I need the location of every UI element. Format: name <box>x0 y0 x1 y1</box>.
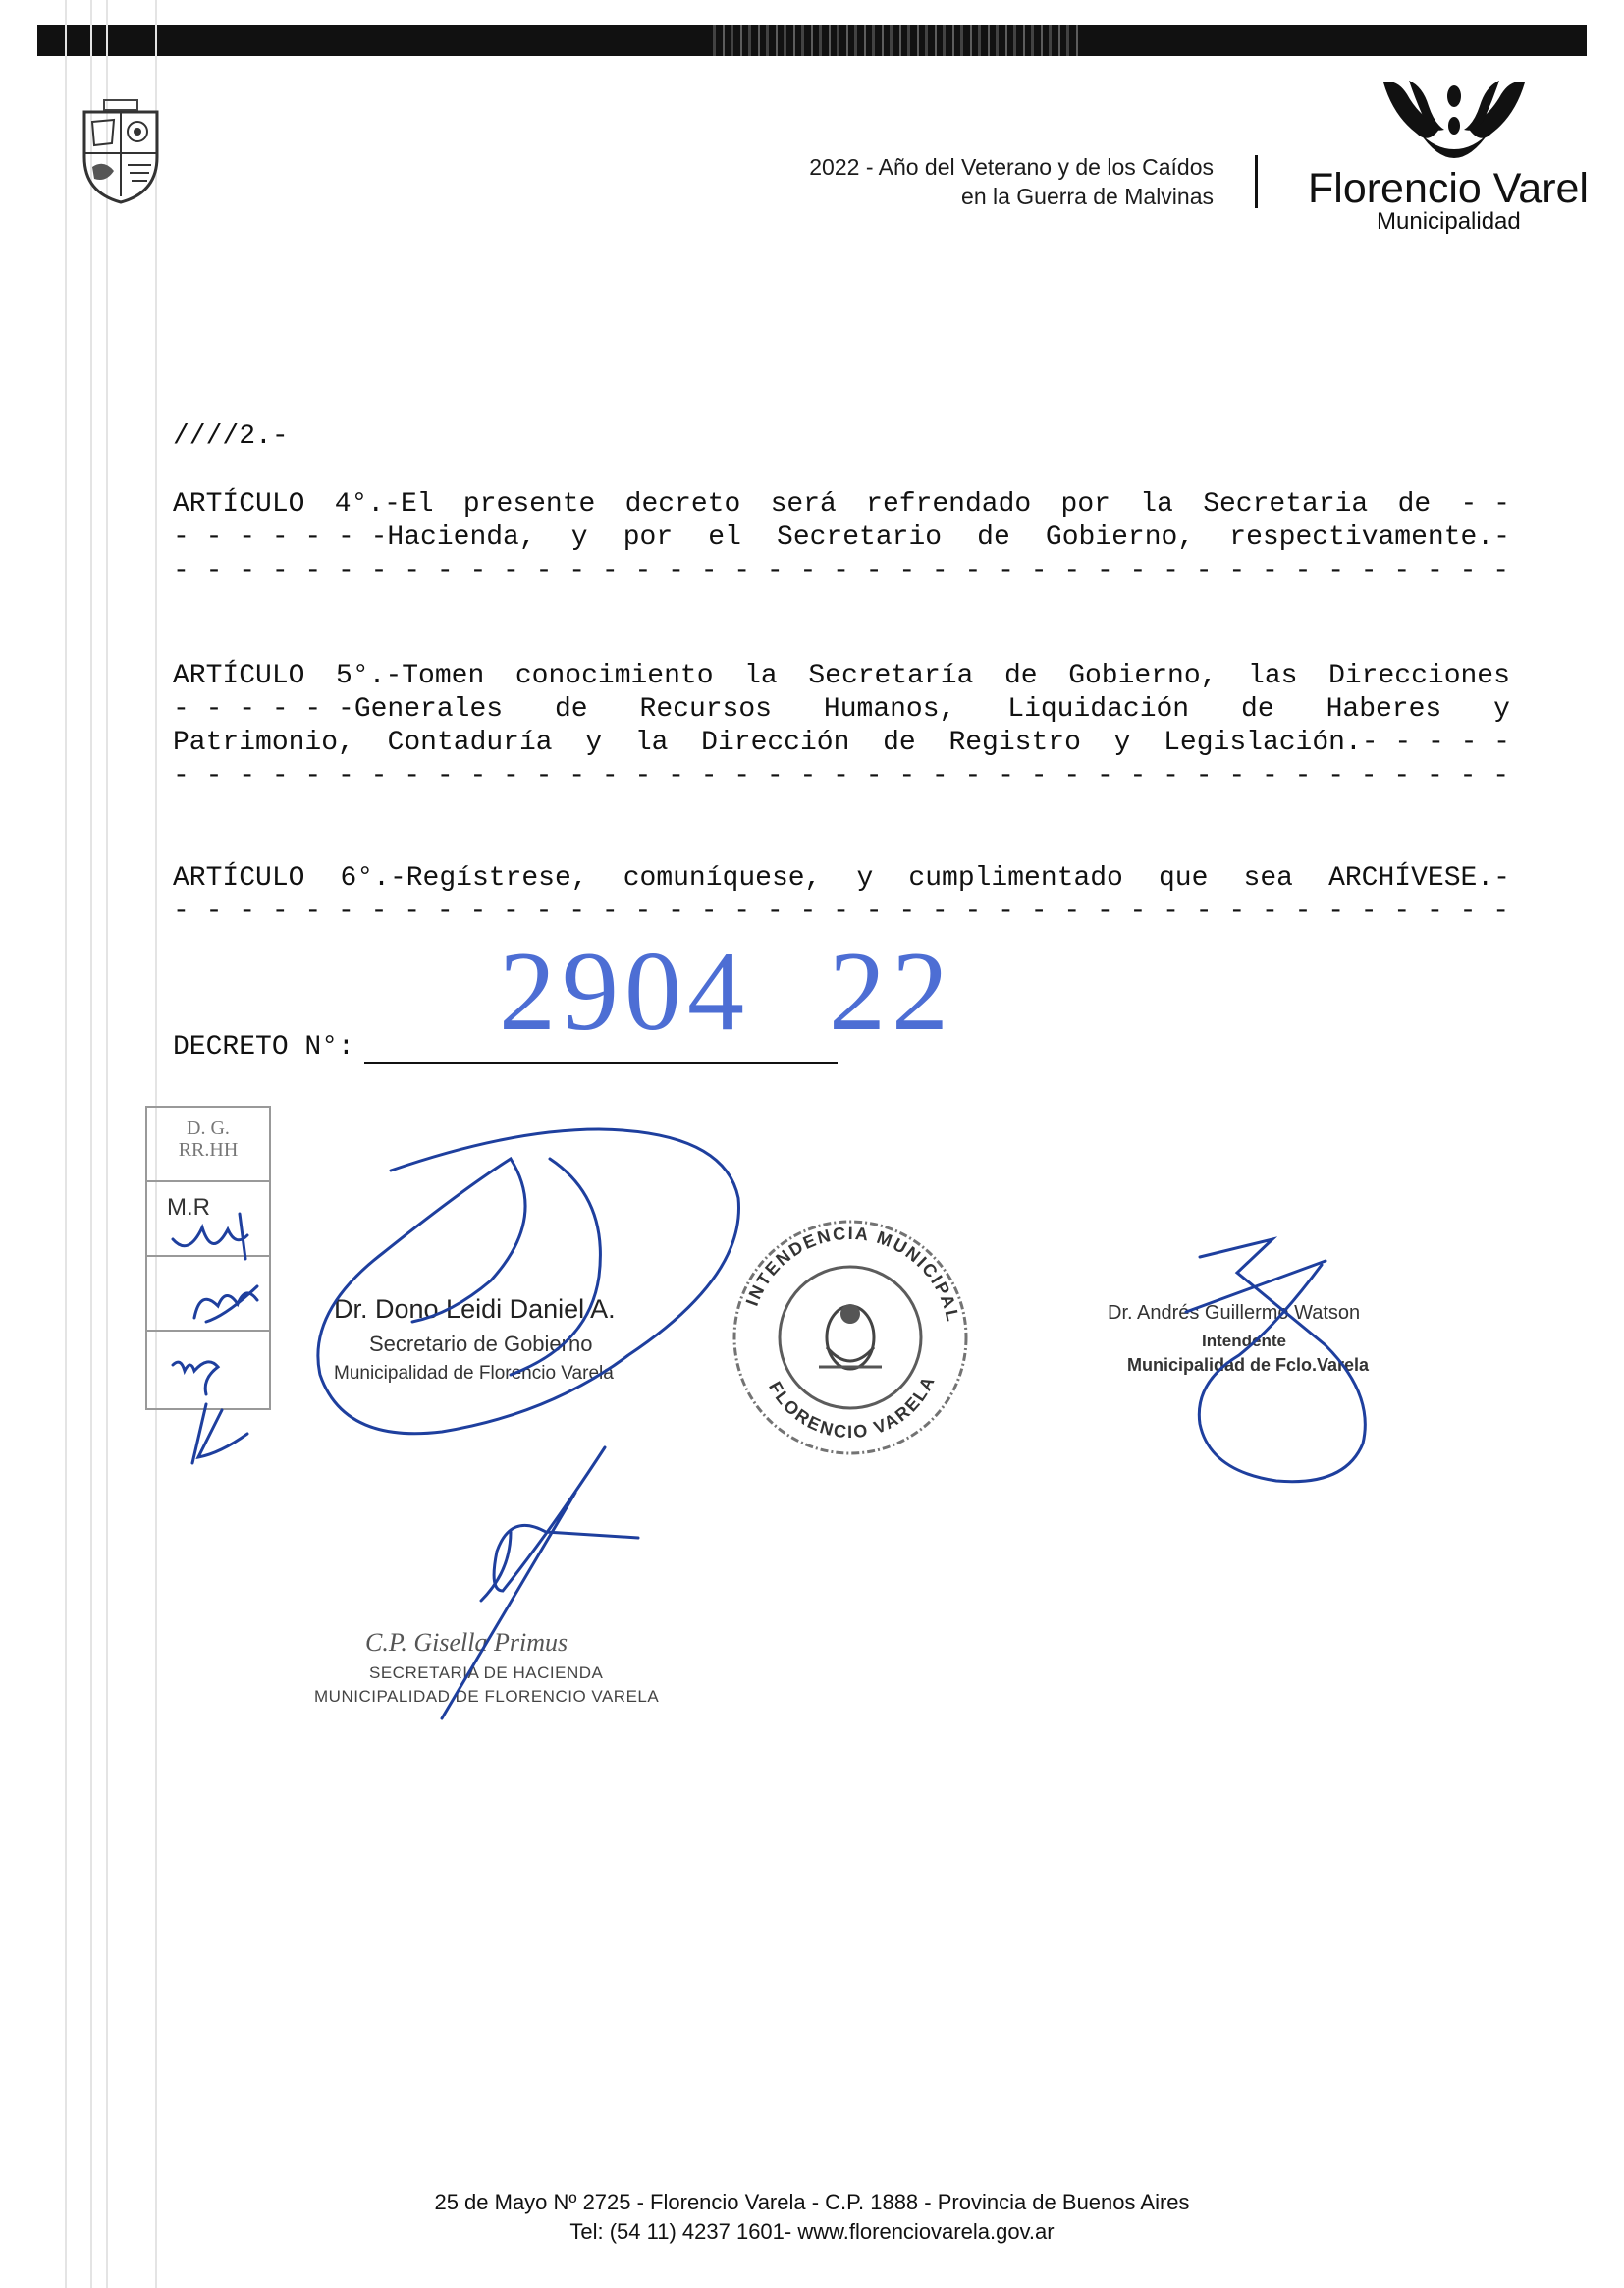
word: - - - - - -Generales <box>173 694 504 725</box>
word: Legislación.- - - - - <box>1164 728 1510 758</box>
article-line <box>173 488 1510 521</box>
seal-top-text: INTENDENCIA MUNICIPAL <box>741 1223 963 1325</box>
article-line <box>173 660 1510 693</box>
signer-hacienda-name: C.P. Gisella Primus <box>365 1628 568 1657</box>
word: Gobierno, <box>1045 522 1195 553</box>
initials-cell-label <box>147 1108 269 1161</box>
signature-gobierno <box>318 1129 739 1434</box>
word: sea <box>1243 863 1293 894</box>
word: refrendado <box>866 489 1032 519</box>
article-4 <box>173 488 1510 588</box>
decree-year: 22 <box>829 929 954 1055</box>
word: Contaduría <box>387 728 553 758</box>
footer-contact: Tel: (54 11) 4237 1601- www.florenciovarela.gov.ar <box>569 2219 1055 2244</box>
footer-address: 25 de Mayo Nº 2725 - Florencio Varela - C.P. 1888 - Provincia de Buenos Aires <box>434 2190 1190 2214</box>
signer-intendente-role: Intendente <box>1202 1332 1286 1350</box>
article-line <box>173 727 1510 760</box>
article-5 <box>173 660 1510 793</box>
motto-line: 2022 - Año del Veterano y de los Caídos <box>809 154 1214 180</box>
dash-fill: - - - - - - - - - - - - - - - - - - - - - - - - - - - - - - - - - - - - - - - - - <box>173 556 1510 586</box>
article-line <box>173 693 1510 727</box>
word: presente <box>462 489 596 519</box>
word: por <box>1060 489 1110 519</box>
decree-number-stamp <box>499 927 954 1058</box>
word: Registro <box>948 728 1081 758</box>
word: 5°.-Tomen <box>336 661 485 691</box>
scan-noise <box>707 25 1080 56</box>
word: de <box>1397 489 1432 519</box>
word: ARTÍCULO <box>173 661 305 691</box>
word: ARCHÍVESE.- <box>1328 863 1510 894</box>
dash-fill: - - - - - - - - - - - - - - - - - - - - - - - - - - - - - - - - - - - - - - - - - <box>173 761 1510 791</box>
word: y <box>856 863 874 894</box>
word: Humanos, <box>823 694 956 725</box>
decree-number: 2904 <box>499 929 750 1055</box>
word: Haberes <box>1326 694 1442 725</box>
word: será <box>770 489 837 519</box>
word: las <box>1248 661 1298 691</box>
signer-gobierno-name: Dr. Dono Leidi Daniel A. <box>334 1294 616 1324</box>
word: respectivamente.- <box>1229 522 1510 553</box>
initials-label-line: RR.HH <box>178 1139 239 1161</box>
scan-edge-line <box>65 0 67 2288</box>
article-6 <box>173 862 1510 929</box>
signer-gobierno-role: Secretario de Gobierno <box>369 1332 593 1356</box>
word: cumplimentado <box>908 863 1123 894</box>
florencio-varela-logo-icon <box>1380 77 1529 171</box>
motto-line: en la Guerra de Malvinas <box>961 184 1214 209</box>
word: Secretario <box>777 522 943 553</box>
signer-hacienda-role: SECRETARIA DE HACIENDA <box>369 1663 604 1682</box>
article-line <box>173 521 1510 555</box>
page-reference: ////2.- <box>173 421 289 452</box>
word: de <box>883 728 916 758</box>
word: de <box>977 522 1010 553</box>
year-motto <box>809 152 1214 211</box>
word: Secretaria <box>1203 489 1369 519</box>
signer-gobierno-org: Municipalidad de Florencio Varela <box>334 1363 614 1384</box>
dash-fill-line <box>173 896 1510 929</box>
word: de <box>1003 661 1038 691</box>
word: ARTÍCULO <box>173 863 305 894</box>
initials-cell <box>147 1332 269 1404</box>
word: Liquidación <box>1007 694 1190 725</box>
word: y <box>1493 694 1510 725</box>
word: conocimiento <box>514 661 714 691</box>
word: la <box>744 661 778 691</box>
brand-name: Florencio Varel <box>1308 165 1589 212</box>
word: y <box>1113 728 1131 758</box>
initials-label-line: D. G. <box>187 1117 230 1139</box>
word: comuníquese, <box>623 863 822 894</box>
header-divider <box>1255 155 1258 208</box>
word: de <box>1241 694 1274 725</box>
municipal-seal-stamp <box>713 1200 988 1475</box>
word: que <box>1158 863 1209 894</box>
word: Patrimonio, <box>173 728 354 758</box>
signer-intendente-name: Dr. Andrés Guillermo Watson <box>1108 1302 1361 1324</box>
word: la <box>634 728 669 758</box>
word: Gobierno, <box>1068 661 1218 691</box>
initials-cell <box>147 1182 269 1257</box>
word: el <box>708 522 741 553</box>
initials-box <box>145 1106 271 1410</box>
word: Direcciones <box>1328 661 1510 691</box>
word: Dirección <box>701 728 850 758</box>
word: ARTÍCULO <box>173 489 305 519</box>
dash-fill-line <box>173 555 1510 588</box>
article-line <box>173 862 1510 896</box>
signer-intendente-org: Municipalidad de Fclo.Varela <box>1127 1355 1370 1375</box>
word: decreto <box>624 489 741 519</box>
initials-cell-label: M.R <box>167 1194 210 1221</box>
word: y <box>570 522 588 553</box>
word: Recursos <box>639 694 772 725</box>
word: por <box>623 522 674 553</box>
decree-label: DECRETO N°: <box>173 1032 354 1062</box>
word: - - <box>1460 489 1510 519</box>
word: 4°.-El <box>334 489 434 519</box>
municipal-shield-icon <box>79 98 163 204</box>
word: de <box>555 694 588 725</box>
initials-scribble <box>192 1404 247 1463</box>
dash-fill-line <box>173 760 1510 793</box>
brand-subtitle: Municipalidad <box>1377 208 1521 235</box>
word: - - - - - - -Hacienda, <box>173 522 536 553</box>
word: y <box>585 728 603 758</box>
scan-edge-line <box>106 0 108 2288</box>
word: Secretaría <box>808 661 974 691</box>
dash-fill: - - - - - - - - - - - - - - - - - - - - - - - - - - - - - - - - - - - - - - - - - <box>173 897 1510 927</box>
initials-cell <box>147 1108 269 1182</box>
word: 6°.-Regístrese, <box>340 863 588 894</box>
initials-cell <box>147 1257 269 1332</box>
word: la <box>1140 489 1173 519</box>
scan-edge-line <box>90 0 92 2288</box>
decree-underline <box>364 1062 838 1064</box>
signer-hacienda-org: MUNICIPALIDAD DE FLORENCIO VARELA <box>314 1687 660 1706</box>
seal-bottom-text: FLORENCIO VARELA <box>765 1372 940 1443</box>
